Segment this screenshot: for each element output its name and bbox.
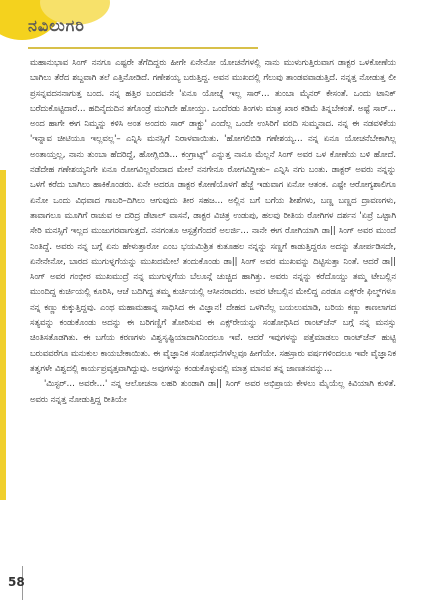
page-number: 58 bbox=[8, 575, 25, 589]
article-body bbox=[30, 55, 396, 407]
left-accent-bar bbox=[0, 170, 6, 500]
paragraph-2: 'ಮಿಸ್ಟರ್… ಅವರೇ…' ನನ್ನ ಆಲೋಚನಾ ಲಹರಿ ತುಂಡಾಗಿ ಡಾ|| ಸಿಂಗ್ ಅವರ ಅಭಿಪ್ರಾಯ ಕೇಳಲು ಮೈಯೆಲ್ಲ ಕಿವಿಯಾಗಿ ಕುಳಿತೆ. ಅವರು ನನ್ನತ್ತ ನೋಡುತ್ತಿದ್ದ ರೀತಿಯೇ bbox=[30, 378, 396, 404]
section-title: ನವಿಲುಗರಿ bbox=[28, 16, 85, 35]
title-underline bbox=[28, 47, 258, 49]
paragraph-1: ಮಹಾನುಭಾವ ಸಿಂಗ್ ನನಗೂ ಎಷ್ಟರೇ ತೆಗೆದಿದ್ದರು ಹೀಗೇ ಏನೇನೋ ಯೋಚನೆಗಳಲ್ಲಿ ನಾನು ಮುಳುಗುತ್ತಿರುವಾಗ ಡಾಕ್ಟರ ಒಳಕೋಣೆಯ ಬಾಗಿಲು ತೆರೆದ ಶಬ್ದವಾಗಿ ತಲೆ ಎತ್ತಿನೋಡಿದೆ. ಗಣೇಶಯ್ಯ ಬರುತ್ತಿದ್ದ. ಅವನ ಮುಖದಲ್ಲಿ ಗೆಲುವು ತಾಂಡವವಾಡುತ್ತಿದೆ. ನನ್ನತ್ತ ನೋಡುತ್ತ ಲೀ ಪ್ರಸನ್ನವದನನಾಗುತ್ತ ಬಂದ. ನನ್ನ ಹತ್ತಿರ ಬಂದವನೇ 'ಏನೂ ಯೋಚ್ನೆ ಇಲ್ಲ ಸಾರ್… ತುಂಬಾ ಮೈನರ್ ಕೇಸಂತೆ. ಒಂದು ಟಾನಿಕ್ ಬರೆದುಕೊಟ್ಟಿದಾರೆ… ಹದಿನೈದುದಿನ ತಗೊಂಡ್ರೆ ಮುಗಿದೇ ಹೋಯ್ತು. ಒಂದೆರಡು ತಿಂಗಳು ಮಾತ್ರ ಖಾರ ಕಡಿಮೆ ತಿನ್ನಬೇಕಂತೆ. ಅಷ್ಟೆ ಸಾರ್… ಅಂದ ಹಾಗೇ ಈಗ ನಿಮ್ಮನ್ನು ಕಳಿಸಿ ಅಂತ ಅಂದರು ಸಾರ್ ಡಾಕ್ಟ್ರು' ಎಂದೆಲ್ಲ ಒಂದೇ ಉಸಿರಿಗೆ ವರದಿ ಸುಮ್ಮನಾದ. ನನ್ನ ಈ ನಡವಳಿಕೆಯ 'ಇನ್ನಾವ ಚೀಟಿಯೂ ಇಲ್ಲವಲ್ಲ'– ಎನ್ನಿಸಿ ಮನಸ್ಸಿಗೆ ನಿರಾಳವಾಯಿತು. 'ಹೋಗಲಿಬಿಡಿ ಗಣೇಶಯ್ಯ… ನನ್ನ ಏನೂ ಯೋಚನೆಬೇಕಾಗಿಲ್ಲ ಅಂತಾಯ್ತಲ್ಲ, ನಾನು ತುಂಬಾ ಹೆದರಿದ್ದೆ, ಹೋಗ್ಲಿಬಿಡಿ… ಕಂಗ್ರಾಟ್ಸ್' ಎನ್ನುತ್ತ ನಾನೂ ಮೆಲ್ಲನೆ ಸಿಂಗ್ ಅವರ ಒಳ ಕೋಣೆಯ ಬಳಿ ಹೋದೆ. ನಡೆದೇಹ ಗಣೇಶಯ್ಯನಿಗೇ ಏನೂ ರೋಗವಿಲ್ಲವೆಂದಾದ ಮೇಲೆ ನನಗೇನೂ ರೋಗವಿದ್ದೀತು– ಎನ್ನಿಸಿ ನಗು ಬಂತು. ಡಾಕ್ಟರ್ ಅವರು ನನ್ನನ್ನು ಒಳಗೆ ಕರೆದು ಬಾಗಿಲು ಹಾಕಿಕೊಂಡರು. ಏನೇ ಅದರೂ ಡಾಕ್ಟರ ಕೋಣೆಯೊಳಗೆ ಹೆಜ್ಜೆ ಇಡುವಾಗ ಏನೋ ಆತಂಕ. ಎಷ್ಟೇ ಆರೋಗ್ಯಶಾಲಿಗೂ ಏನೋ ಒಂದು ವಿಧವಾದ ಗಾಬರಿ–ದಿಗಿಲು ಆಗುವುದು ತೀರ ಸಹಜ… ಅಲ್ಲಿನ ಬಗೆ ಬಗೆಯ ಶೀಶೆಗಳು, ಬಣ್ಣ ಬಣ್ಣದ ದ್ರಾವಣಗಳು, ತಾವಾಗಲೂ ಮೂಗಿಗೆ ರಾಚುವ ಆ ದರಿದ್ರ ಡೆಟಾಲ್ ವಾಸನೆ, ಡಾಕ್ಟರ ವಿಚಿತ್ರ ಉಡುಪು, ಹಲವು ರೀತಿಯ ರೋಗಿಗಳ ದರ್ಶನ 'ಏಪ್ರೆ ಒಟ್ಟಾಗಿ ಸೇರಿ ಮನಸ್ಸಿಗೆ ಇಲ್ಲದ ಮುಜುಗರವಾಗುತ್ತದೆ. ನನಗಂತೂ ಆಸ್ಪತ್ರೆಗೆಂದರೆ ಅಲರ್ಜಿ… ನಾನೇ ಈಗ ರೋಗಿಯಾಗಿ ಡಾ|| ಸಿಂಗ್ ಅವರ ಮುಂದೆ ನಿಂತಿದ್ದೆ. ಅವರು ನನ್ನ ಬಗ್ಗೆ ಏನು ಹೇಳುತ್ತಾರೋ ಎಂಬ ಭಯಮಿಶ್ರಿತ ಕುತೂಹಲ ನನ್ನನ್ನು ಸಣ್ಣಗೆ ಕಾಡುತ್ತಿದ್ದರೂ ಅದನ್ನು ತೋರ್ಪಡಿಸದೇ, ಏನೇನೇನೋ, ಬಾರದ ಮುಗುಳ್ನಗೆಯನ್ನು ಮುಖದಮೇಲೆ ತಂದುಕೊಂಡು ಡಾ|| ಸಿಂಗ್ ಅವರ ಮುಖವನ್ನು ದಿಟ್ಟಿಸುತ್ತಾ ನಿಂತೆ. ಆದರೆ ಡಾ|| ಸಿಂಗ್ ಅವರ ಗಂಭೀರ ಮುಖಮುದ್ರೆ ನನ್ನ ಮುಗುಳ್ನಗೆಯ ಬೆಲೂನ್ಗೆ ಚುಚ್ಚಿದ ಹಾಗಿತ್ತು. ಅವರು ನನ್ನನ್ನು ಕರೆದೊಯ್ದು ತಮ್ಮ ಟೇಬಲ್ಲಿನ ಮುಂದಿದ್ದ ಕುರ್ಚಿಯಲ್ಲಿ ಕೂರಿಸಿ, ಆಚೆ ಬದಿಗಿದ್ದ ತಮ್ಮ ಕುರ್ಚಿಯಲ್ಲಿ ಆಸೀನರಾದರು. ಅವರ ಟೇಬಲ್ಲಿನ ಮೇಲಿದ್ದ ಎರಡೂ ಎಕ್ಸ್‌ರೇ ಫಿಲ್ಮ್‌ಗಳೂ ನನ್ನ ಕಣ್ಣು ಕುಕ್ಕುತ್ತಿದ್ದವು. ಎಂಥ ಮಹಾಮಹಾನ್ನ ಸಾಧಿಸಿದ ಈ ವಿಜ್ಞಾನ! ದೇಹದ ಒಳಗಿನೆಲ್ಲ ಬಯಲುಮಾಡಿ, ಬರಿಯ ಕಣ್ಣು ಕಾಣಲಾಗದ ಸತ್ಯವನ್ನು ಕಂಡುಕೊಂಡು ಅದನ್ನು ಈ ಬರಿಗಣ್ಣಿಗೆ ತೋರಿಸುವ ಈ ಎಕ್ಸ್‌ರೇಯನ್ನು ಸಂಶೋಧಿಸಿದ ರಾಂಟ್‌ಜೆನ್ ಬಗ್ಗೆ ನನ್ನ ಮನಸ್ಸು ಚಿಂತಿಸತೊಡಗಿತು. ಈ ಬಗೆಯ ಕರಣಗಳು ವಿಶ್ವಸೃಷ್ಟಿಯಾದಾಗಿನಿಂದಲೂ ಇವೆ. ಆದರೆ ಇವುಗಳನ್ನು ಪತ್ತೆಮಾಡಲು ರಾಂಟ್‌ಜೆನ್ ಹುಟ್ಟಿ ಬರುವವರೆಗೂ ಮನುಕುಲ ಕಾಯಬೇಕಾಯಿತು. ಈ ವೈಜ್ಞಾನಿಕ ಸಂಶೋಧನೆಗಳೆಲ್ಲವೂ ಹೀಗೆಯೇ. ಸಹಸ್ರಾರು ವರ್ಷಗಳಿಂದಲೂ ಇವೇ ವೈಜ್ಞಾನಿಕ ತತ್ವಗಳೇ ವಿಶ್ವದಲ್ಲಿ ಕಾರ್ಯಪ್ರವೃತ್ತವಾಗಿದ್ದುವು. ಅವುಗಳನ್ನು ಕಂಡುಕೊಳ್ಳುವಲ್ಲಿ ಮಾತ್ರ ಮಾನವ ತನ್ನ ಜಾಣತನವನ್ನು… bbox=[30, 57, 396, 373]
